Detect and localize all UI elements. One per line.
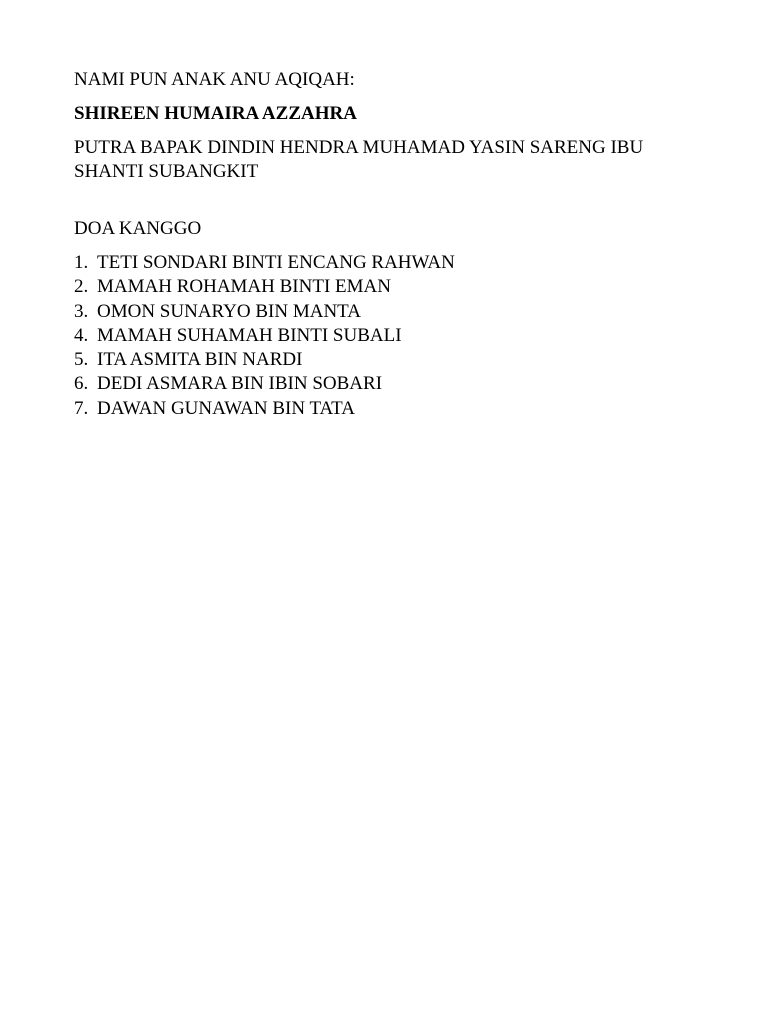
list-item-number: 5. xyxy=(74,349,89,371)
list-item-number: 2. xyxy=(74,276,89,298)
intro-text: NAMI PUN ANAK ANU AQIQAH: xyxy=(74,69,355,90)
list-item-number: 1. xyxy=(74,252,89,273)
list-item xyxy=(74,275,714,299)
document-page xyxy=(74,68,714,421)
parents-line-2: SHANTI SUBANGKIT xyxy=(74,161,259,182)
list-item xyxy=(74,348,714,372)
list-item-name: MAMAH ROHAMAH BINTI EMAN xyxy=(97,276,391,298)
parents-text xyxy=(74,136,714,184)
list-item-name: DAWAN GUNAWAN BIN TATA xyxy=(97,397,355,419)
list-item xyxy=(74,324,714,348)
list-item-name: DEDI ASMARA BIN IBIN SOBARI xyxy=(97,373,383,395)
list-item-name: OMON SUNARYO BIN MANTA xyxy=(97,300,361,322)
list-item xyxy=(74,300,714,324)
list-item xyxy=(74,251,714,275)
list-item-number: 7. xyxy=(74,397,89,419)
list-item-name: TETI SONDARI BINTI ENCANG RAHWAN xyxy=(97,252,455,273)
list-item-number: 4. xyxy=(74,324,89,346)
prayer-heading: DOA KANGGO xyxy=(74,218,202,239)
list-item xyxy=(74,397,714,421)
list-item-number: 6. xyxy=(74,373,89,395)
child-name: SHIREEN HUMAIRA AZZAHRA xyxy=(74,103,357,124)
parents-line-1: PUTRA BAPAK DINDIN HENDRA MUHAMAD YASIN SARENG IBU xyxy=(74,137,644,158)
list-item xyxy=(74,372,714,396)
list-item-name: MAMAH SUHAMAH BINTI SUBALI xyxy=(97,324,402,346)
prayer-list xyxy=(74,251,714,421)
list-item-number: 3. xyxy=(74,300,89,322)
list-item-name: ITA ASMITA BIN NARDI xyxy=(97,349,303,371)
